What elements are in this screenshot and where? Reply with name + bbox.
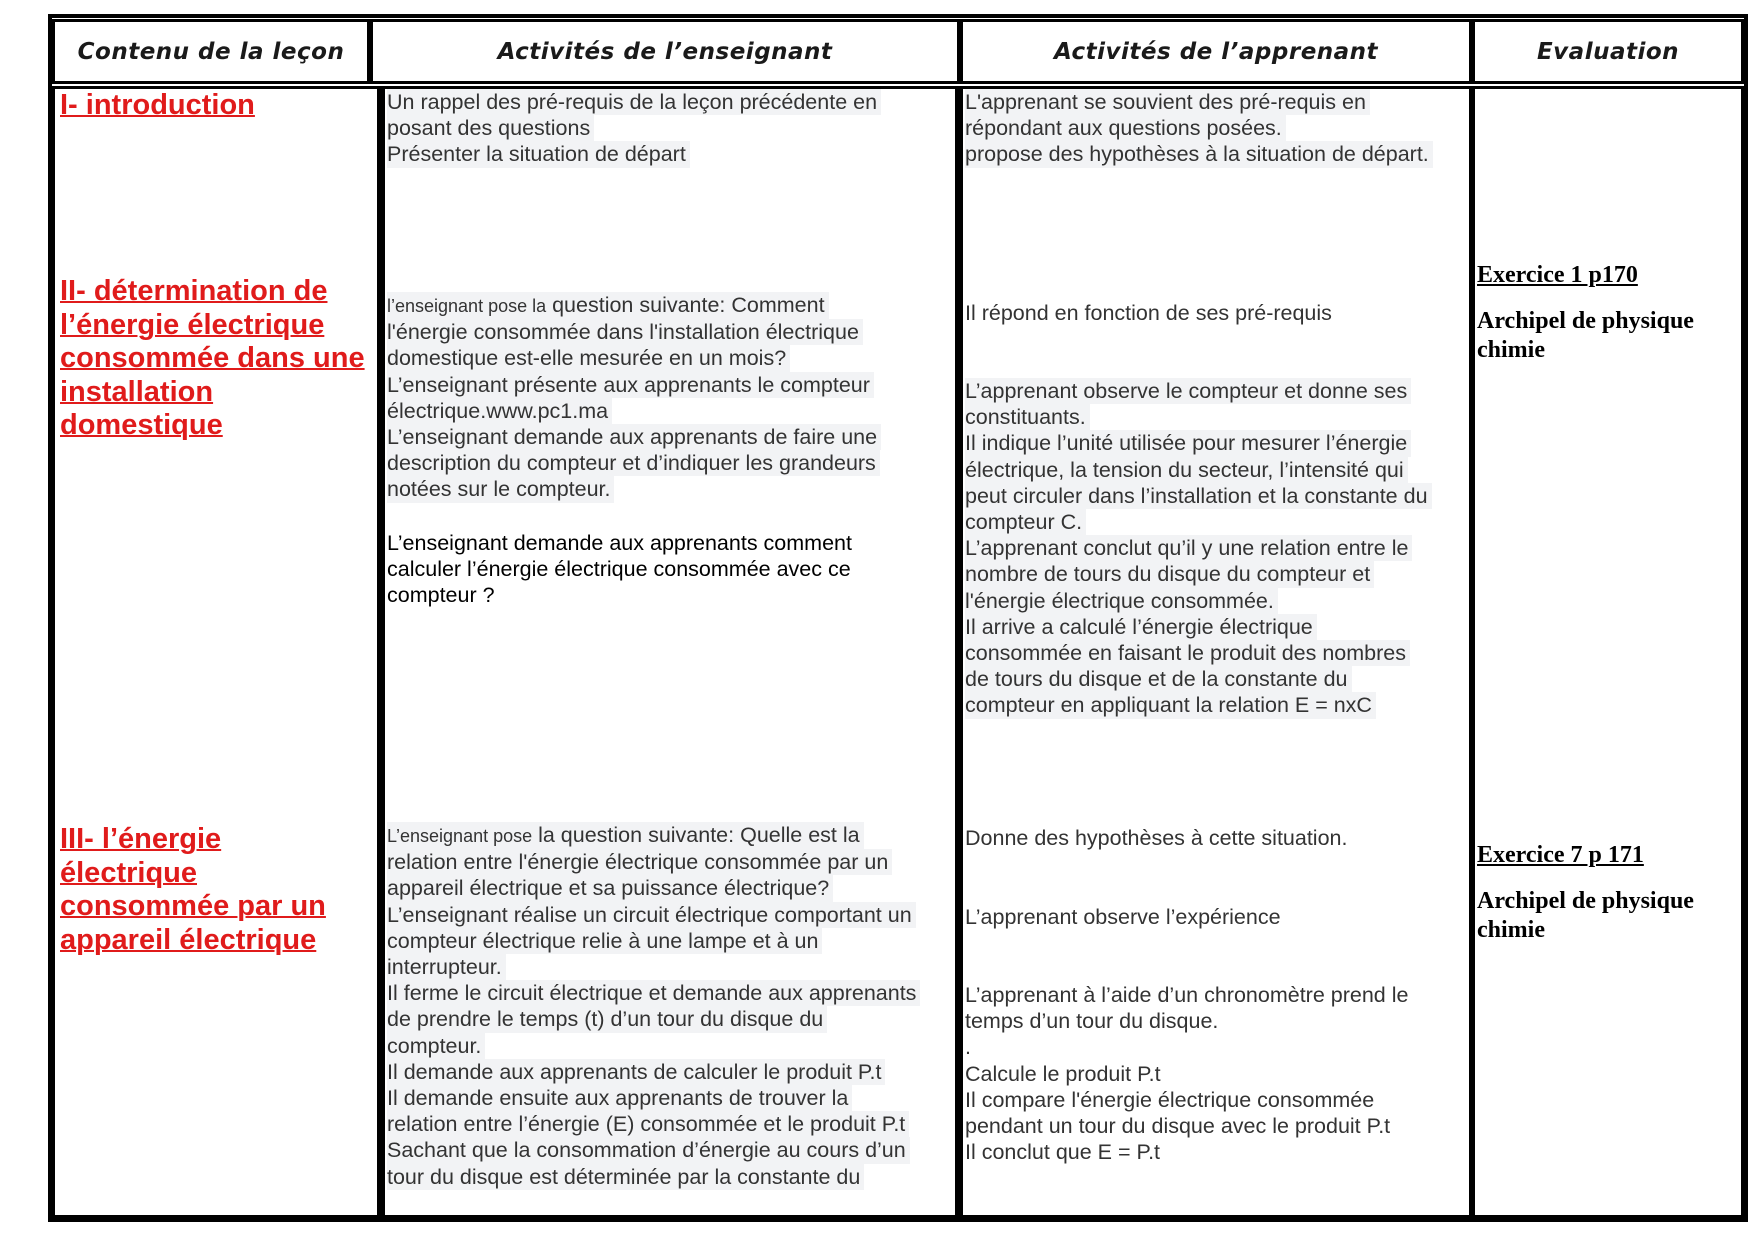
learner-block-meter: L’apprenant observe le compteur et donne ses constituants. Il indique l’unité utilisée pour mesurer l’énergie électrique, la tension du secteur, l’intensité qui peut circuler dans l’installation et la constante du compteur C. L’apprenant conclut qu’il y une relation entre le nombre de tours du disque du compteur et l'énergie électrique consommée. Il arrive a calculé l’énergie électrique consommée en faisant le produit des nombres de tours du disque et de la constante du compteur en appliquant la relation E = nxC: [965, 378, 1432, 719]
header-learner-activities: Activités de l’apprenant: [960, 19, 1472, 84]
column-lesson-content: [52, 86, 382, 1218]
section-title-energy-appliance: III- l’énergie électrique consommée par un appareil électrique: [60, 823, 326, 956]
header-teacher-activities: Activités de l’enseignant: [370, 19, 960, 84]
evaluation-exercise-1: Exercice 1 p170: [1477, 262, 1638, 288]
column-evaluation: [1472, 86, 1744, 1218]
learner-block-prerequisites: Il répond en fonction de ses pré-requis: [965, 301, 1332, 325]
learner-block-chronometer: L’apprenant à l’aide d’un chronomètre prend le temps d’un tour du disque. . Calcule le produit P.t Il compare l'énergie électrique consommée pendant un tour du disque avec le produit P.t Il conclut que E = P.t: [965, 983, 1409, 1165]
evaluation-reference-1: Archipel de physique chimie: [1477, 308, 1694, 363]
learner-block-introduction: L'apprenant se souvient des pré-requis en répondant aux questions posées. propose des hypothèses à la situation de départ.: [965, 89, 1433, 168]
teacher-block-calculate-question: L’enseignant demande aux apprenants comment calculer l’énergie électrique consommée avec ce compteur ?: [387, 531, 852, 608]
teacher-block-appliance: L’enseignant pose la question suivante: Quelle est la relation entre l'énergie électrique consommée par un appareil électrique et sa puissance électrique? L’enseignant réalise un circuit électrique comportant un compteur électrique relie à une lampe et à un interrupteur. Il ferme le circuit électrique et demande aux apprenants de prendre le temps (t) d’un tour du disque du compteur. Il demande aux apprenants de calculer le produit P.t Il demande ensuite aux apprenants de trouver la relation entre l’énergie (E) consommée et le produit P.t Sachant que la consommation d’énergie au cours d’un tour du disque est déterminée par la constante du: [387, 822, 920, 1190]
section-title-energy-installation: II- détermination de l’énergie électrique consommée dans une installation domestique: [60, 275, 365, 441]
learner-block-observe: L’apprenant observe l’expérience: [965, 905, 1281, 929]
teacher-block-introduction: Un rappel des pré-requis de la leçon précédente en posant des questions Présenter la situation de départ: [387, 89, 881, 168]
evaluation-reference-2: Archipel de physique chimie: [1477, 888, 1694, 943]
teacher-block-installation: l’enseignant pose la question suivante: Comment l'énergie consommée dans l'installation électrique domestique est-elle mesurée en un mois? L’enseignant présente aux apprenants le compteur électrique.www.pc1.ma L’enseignant demande aux apprenants de faire une description du compteur et d’indiquer les grandeurs notées sur le compteur.: [387, 292, 881, 503]
section-title-introduction: I- introduction: [60, 89, 255, 121]
learner-block-hypotheses: Donne des hypothèses à cette situation.: [965, 826, 1348, 850]
evaluation-exercise-7: Exercice 7 p 171: [1477, 842, 1644, 868]
header-lesson-content: Contenu de la leçon: [52, 19, 370, 84]
header-evaluation: Evaluation: [1472, 19, 1744, 84]
